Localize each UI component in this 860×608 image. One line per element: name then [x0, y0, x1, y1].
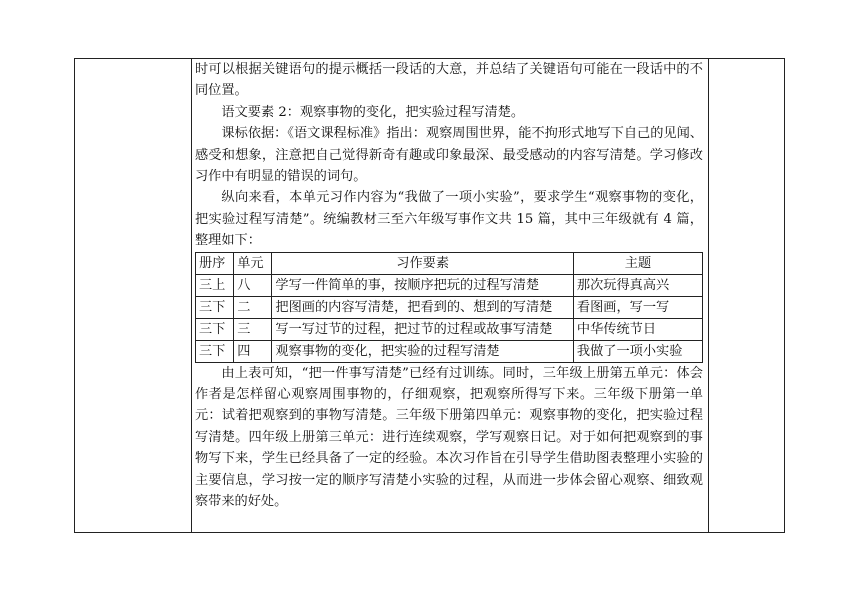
cell-volume: 三上: [196, 274, 234, 296]
table-row: [196, 274, 703, 296]
cell-theme: 看图画，写一写: [573, 296, 702, 318]
cell-writing-element: 写一写过节的过程，把过节的过程或故事写清楚: [272, 318, 574, 340]
header-theme: 主题: [573, 252, 702, 274]
table-row: [196, 318, 703, 340]
table-row: [196, 296, 703, 318]
writing-units-table: [195, 252, 703, 363]
header-unit: 单元: [234, 252, 272, 274]
cell-theme: 我做了一项小实验: [573, 340, 702, 362]
paragraph-vertical-analysis: 纵向来看，本单元习作内容为“我做了一项小实验”，要求学生“观察事物的变化，把实验过程写清楚”。统编教材三至六年级写事作文共 15 篇，其中三年级就有 4 篇，整理如下：: [195, 190, 703, 249]
outer-table-bottom-border: [74, 532, 785, 533]
table-header-row: [196, 252, 703, 274]
cell-writing-element: 观察事物的变化，把实验的过程写清楚: [272, 340, 574, 362]
paragraph-language-element-2: 语文要素 2：观察事物的变化，把实验过程写清楚。: [221, 104, 525, 120]
cell-unit: 四: [234, 340, 272, 362]
cell-writing-element: 把图画的内容写清楚，把看到的、想到的写清楚: [272, 296, 574, 318]
cell-unit: 二: [234, 296, 272, 318]
cell-unit: 八: [234, 274, 272, 296]
outer-table-column-divider-2: [708, 58, 709, 533]
header-volume: 册序: [196, 252, 234, 274]
cell-theme: 中华传统节日: [573, 318, 702, 340]
cell-volume: 三下: [196, 340, 234, 362]
paragraph-conclusion: 由上表可知，“把一件事写清楚”已经有过训练。同时，三年级上册第五单元：体会作者是怎样留心观察周围事物的，仔细观察，把观察所得写下来。三年级下册第一单元：试着把观察到的事物写清楚。三年级下册第四单元：观察事物的变化，把实验过程写清楚。四年级上册第三单元：进行连续观察，学写观察日记。对于如何把观察到的事物写下来，学生已经具备了一定的经验。本次习作旨在引导学生借助图表整理小实验的主要信息，学习按一定的顺序写清楚小实验的过程，从而进一步体会留心观察、细致观察带来的好处。: [195, 365, 703, 510]
outer-table-column-divider-1: [191, 58, 192, 533]
header-writing-element: 习作要素: [272, 252, 574, 274]
cell-volume: 三下: [196, 318, 234, 340]
cell-writing-element: 学写一件简单的事，按顺序把玩的过程写清楚: [272, 274, 574, 296]
paragraph-continued-summary: 时可以根据关键语句的提示概括一段话的大意，并总结了关键语句可能在一段话中的不同位置。: [195, 62, 703, 99]
document-content: [195, 59, 703, 513]
paragraph-curriculum-basis: 课标依据：《语文课程标准》指出：观察周围世界，能不拘形式地写下自己的见闻、感受和想象，注意把自己觉得新奇有趣或印象最深、最受感动的内容写清楚。学习修改习作中有明显的错误的词句。: [195, 126, 703, 185]
outer-table-left-border: [74, 58, 75, 533]
cell-volume: 三下: [196, 296, 234, 318]
cell-unit: 三: [234, 318, 272, 340]
outer-table-right-border: [784, 58, 785, 533]
cell-theme: 那次玩得真高兴: [573, 274, 702, 296]
table-row: [196, 340, 703, 362]
